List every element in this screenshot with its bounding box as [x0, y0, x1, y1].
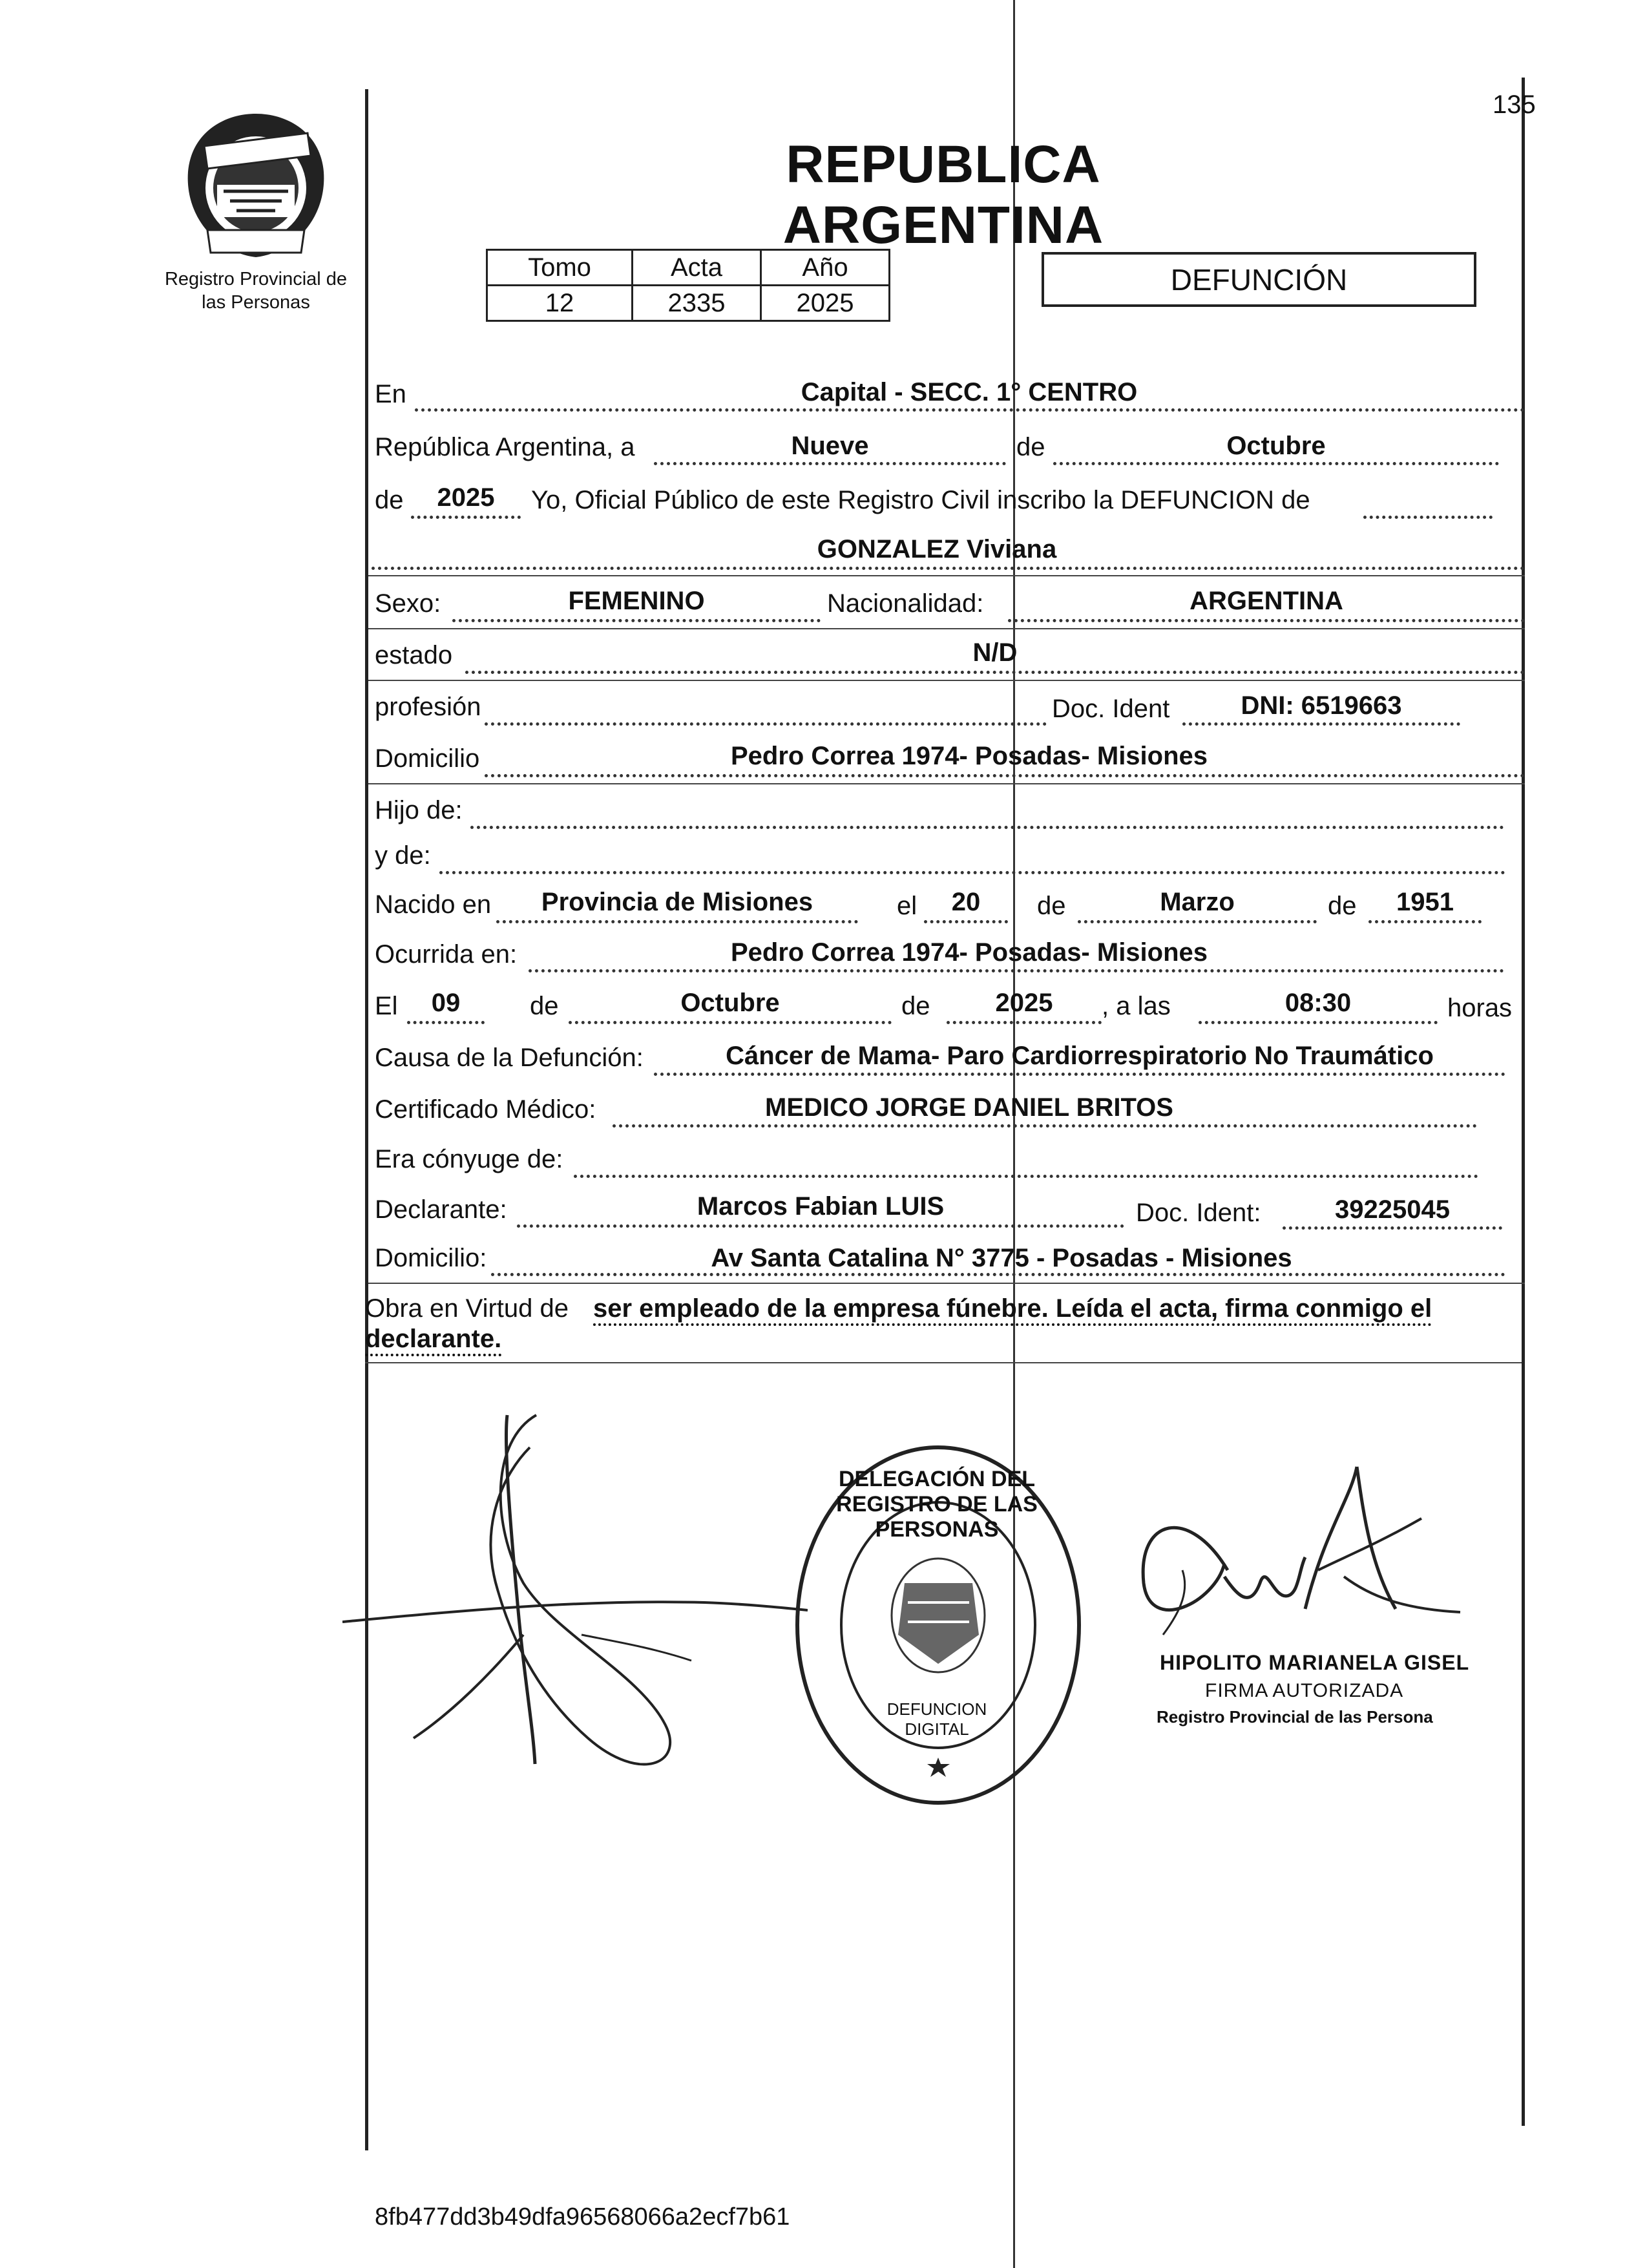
label-de-fallecio-mes: de	[530, 992, 559, 1020]
dots-profesion	[485, 722, 1047, 726]
obra-virtud-line2: declarante.	[365, 1325, 502, 1353]
label-en: En	[375, 380, 406, 408]
dots-causa	[654, 1073, 1505, 1076]
right-frame-line	[1522, 78, 1525, 2126]
label-ocurrida-en: Ocurrida en:	[375, 940, 518, 969]
label-obra: Obra en Virtud de	[365, 1294, 569, 1323]
certificado-value: MEDICO JORGE DANIEL BRITOS	[765, 1093, 1173, 1122]
label-nacionalidad: Nacionalidad:	[827, 589, 984, 618]
label-el: el	[897, 892, 917, 920]
dots-doc	[1182, 722, 1460, 726]
label-domicilio-declarante: Domicilio:	[375, 1244, 487, 1272]
dots-en	[415, 408, 1525, 412]
divider	[368, 1283, 1525, 1284]
label-certificado: Certificado Médico:	[375, 1095, 596, 1124]
registry-label-line2: las Personas	[202, 292, 310, 313]
label-republica: República Argentina, a	[375, 433, 635, 461]
document-hash: 8fb477dd3b49dfa96568066a2ecf7b61	[375, 2203, 790, 2231]
label-de-nacido-mes: de	[1037, 892, 1066, 920]
label-sexo: Sexo:	[375, 589, 441, 618]
signer-role: FIRMA AUTORIZADA	[1205, 1680, 1404, 1701]
label-de-anio: de	[375, 486, 404, 514]
left-frame-line	[365, 89, 368, 2150]
officer-signature	[1098, 1447, 1473, 1680]
dots-estado	[465, 671, 1525, 674]
dots-dia	[654, 462, 1006, 465]
hora-value: 08:30	[1284, 989, 1352, 1017]
anio-value-text: 2025	[437, 483, 495, 512]
dots-fallecio-anio	[947, 1021, 1102, 1024]
obra-virtud-line1: ser empleado de la empresa fúnebre. Leída el acta, firma conmigo el	[593, 1294, 1432, 1323]
acta-value: 2335	[633, 286, 761, 321]
causa-value: Cáncer de Mama- Paro Cardiorrespiratorio No Traumático	[726, 1042, 1434, 1070]
dots-declarante-domicilio	[491, 1273, 1505, 1276]
label-doc-ident-declarante: Doc. Ident:	[1136, 1199, 1261, 1227]
divider	[365, 1362, 1522, 1363]
label-profesion: profesión	[375, 693, 481, 721]
dia-texto-value: Nueve	[791, 432, 869, 460]
fallecio-dia-value: 09	[431, 989, 461, 1017]
ocurrida-en-value: Pedro Correa 1974- Posadas- Misiones	[730, 938, 1208, 967]
dots-nacido-en	[496, 920, 858, 923]
label-nacido-en: Nacido en	[375, 890, 492, 919]
header-acta: Acta	[633, 250, 761, 286]
declarante-domicilio-value: Av Santa Catalina N° 3775 - Posadas - Misiones	[711, 1244, 1292, 1272]
mes-texto-value: Octubre	[1226, 432, 1326, 460]
label-de-nacido-anio: de	[1328, 892, 1357, 920]
nacido-mes-value: Marzo	[1160, 888, 1235, 916]
label-hijo-de: Hijo de:	[375, 796, 463, 824]
label-el-upper: El	[375, 992, 398, 1020]
acta-table-header-row	[487, 250, 890, 286]
dots-fallecio-mes	[569, 1021, 892, 1024]
seal-inner-text: DEFUNCION DIGITAL	[886, 1699, 987, 1739]
label-causa: Causa de la Defunción:	[375, 1044, 644, 1072]
acta-table	[486, 249, 890, 322]
dots-sexo	[452, 619, 821, 622]
header-tomo: Tomo	[487, 250, 633, 286]
seal-outer-text: DELEGACIÓN DEL REGISTRO DE LAS PERSONAS	[836, 1467, 1038, 1542]
dots-hijo-de	[470, 826, 1504, 829]
registry-label	[146, 268, 366, 314]
dots-mes	[1053, 462, 1499, 465]
estado-value: N/D	[972, 638, 1018, 667]
dots-nacionalidad	[1008, 619, 1525, 622]
label-declarante: Declarante:	[375, 1195, 507, 1224]
dots-anio	[411, 516, 521, 519]
signer-name: HIPOLITO MARIANELA GISEL	[1160, 1651, 1470, 1674]
header-anio: Año	[761, 250, 890, 286]
label-y-de: y de:	[375, 841, 431, 870]
sexo-value: FEMENINO	[568, 587, 705, 615]
document-type-box: DEFUNCIÓN	[1042, 252, 1476, 307]
fallecio-mes-value: Octubre	[680, 989, 780, 1017]
dots-conyuge	[574, 1175, 1478, 1178]
page-title: REPUBLICA ARGENTINA	[782, 135, 1104, 255]
page-number: 135	[1493, 90, 1536, 119]
label-doc-ident: Doc. Ident	[1052, 695, 1170, 723]
dots-fallecio-dia	[407, 1021, 485, 1024]
declarante-doc-value: 39225045	[1335, 1195, 1450, 1224]
dots-hora	[1199, 1021, 1438, 1024]
signer-org: Registro Provincial de las Persona	[1157, 1707, 1433, 1727]
divider	[368, 575, 1525, 576]
divider	[368, 680, 1525, 681]
anio-value: 2025	[761, 286, 890, 321]
nacido-en-value: Provincia de Misiones	[541, 888, 813, 916]
dots-nombre	[372, 567, 1525, 570]
label-oficial: Yo, Oficial Público de este Registro Civil inscribo la DEFUNCION de	[531, 486, 1310, 514]
divider	[368, 783, 1525, 784]
label-de-fallecio-anio: de	[901, 992, 930, 1020]
dots-nacido-dia	[924, 920, 1008, 923]
dots-domicilio	[485, 774, 1525, 777]
dots-certificado	[613, 1124, 1477, 1128]
declarante-value: Marcos Fabian LUIS	[697, 1192, 945, 1221]
dots-declarante-doc	[1283, 1226, 1502, 1230]
acta-table-value-row	[487, 286, 890, 321]
dots-nacido-mes	[1078, 920, 1317, 923]
declarant-signature	[342, 1402, 808, 1790]
nacido-anio-value: 1951	[1396, 888, 1454, 916]
scan-fold-line	[1013, 0, 1015, 2268]
domicilio-value: Pedro Correa 1974- Posadas- Misiones	[730, 742, 1208, 770]
label-conyuge: Era cónyuge de:	[375, 1145, 563, 1173]
tomo-value: 12	[487, 286, 633, 321]
divider	[368, 628, 1525, 629]
doc-ident-value: DNI: 6519663	[1241, 691, 1402, 720]
dots-y-de	[439, 871, 1505, 874]
dots-oficial	[1363, 516, 1493, 519]
label-horas: horas	[1447, 994, 1513, 1022]
label-de-mes: de	[1016, 433, 1045, 461]
nacido-dia-value: 20	[951, 888, 981, 916]
provincial-crest-icon	[178, 107, 333, 262]
dots-ocurrida-en	[529, 969, 1504, 972]
lugar-value: Capital - SECC. 1° CENTRO	[801, 378, 1138, 406]
registry-label-line1: Registro Provincial de	[164, 269, 348, 289]
label-a-las: , a las	[1102, 992, 1171, 1020]
label-estado: estado	[375, 641, 453, 669]
label-domicilio: Domicilio	[375, 744, 480, 773]
fallecio-anio-value: 2025	[995, 989, 1053, 1017]
dots-declarante	[517, 1224, 1124, 1228]
dots-nacido-anio	[1368, 920, 1482, 923]
nacionalidad-value: ARGENTINA	[1190, 587, 1343, 615]
nombre-value: GONZALEZ Viviana	[817, 535, 1057, 563]
